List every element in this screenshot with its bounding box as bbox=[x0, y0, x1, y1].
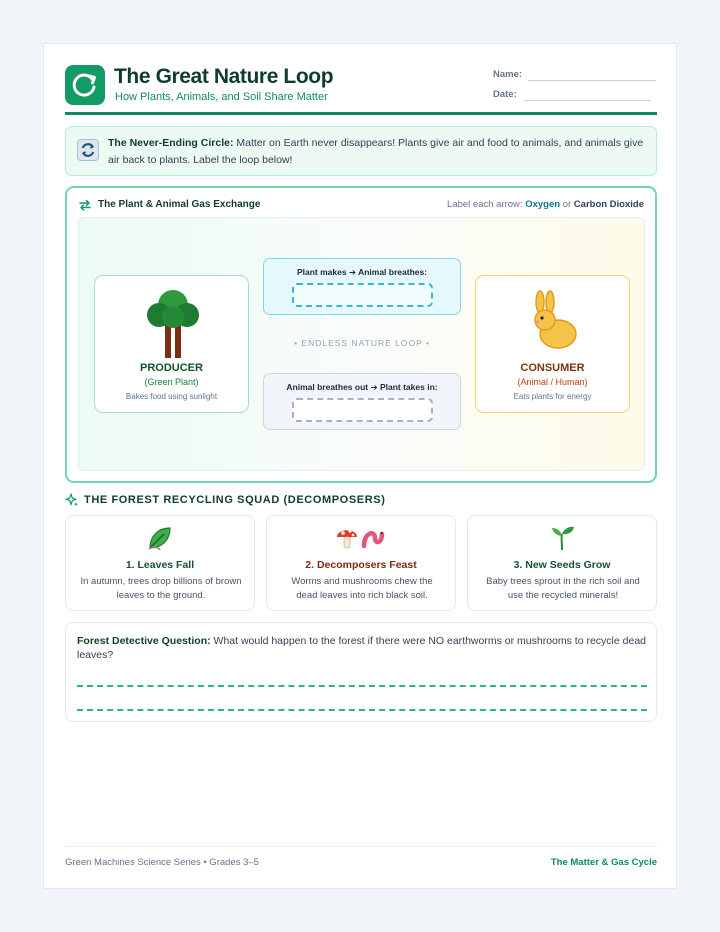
animal-to-plant-answer[interactable] bbox=[292, 398, 433, 422]
label-hint bbox=[447, 199, 644, 210]
gas-exchange-panel bbox=[65, 186, 657, 483]
squad-title: THE FOREST RECYCLING SQUAD (DECOMPOSERS) bbox=[84, 494, 386, 506]
producer-role: (Green Plant) bbox=[144, 377, 199, 387]
swap-arrows-icon bbox=[78, 198, 92, 217]
producer-name: PRODUCER bbox=[140, 362, 203, 374]
step3-text: Baby trees sprout in the rich soil and use the recycled minerals! bbox=[486, 576, 640, 601]
hint-carbon-dioxide: Carbon Dioxide bbox=[573, 199, 644, 210]
question-lead: Forest Detective Question: bbox=[77, 635, 211, 647]
header bbox=[65, 65, 657, 115]
consumer-card bbox=[475, 275, 630, 413]
step-card-leaves-fall bbox=[65, 515, 255, 611]
intro-body: Matter on Earth never disappears! Plants give air and food to animals, and animals give air back to plants. Label the loop below! bbox=[108, 137, 644, 166]
carbon-dioxide-arrow-box bbox=[263, 373, 461, 430]
mushroom-worm-icon bbox=[267, 524, 455, 557]
hint-prefix: Label each arrow: bbox=[447, 199, 523, 210]
recycle-loop-icon bbox=[65, 65, 105, 105]
page-subtitle: How Plants, Animals, and Soil Share Matter bbox=[115, 91, 328, 103]
loop-diagram bbox=[78, 217, 645, 471]
hint-or: or bbox=[562, 199, 572, 210]
producer-card bbox=[94, 275, 249, 413]
step2-title: 2. Decomposers Feast bbox=[305, 559, 417, 571]
leaf-icon bbox=[66, 524, 254, 557]
consumer-role: (Animal / Human) bbox=[517, 377, 588, 387]
rabbit-icon bbox=[528, 290, 580, 355]
tree-icon bbox=[145, 289, 201, 364]
plant-to-animal-label: Plant makes ➔ Animal breathes: bbox=[296, 267, 428, 277]
endless-loop-label: • ENDLESS NATURE LOOP • bbox=[294, 338, 430, 348]
question-text bbox=[77, 634, 647, 662]
footer-series: Green Machines Science Series • Grades 3–5 bbox=[65, 857, 259, 868]
cycle-icon bbox=[77, 139, 99, 161]
page-title: The Great Nature Loop bbox=[114, 65, 334, 88]
consumer-desc: Eats plants for energy bbox=[513, 392, 592, 401]
step1-title: 1. Leaves Fall bbox=[125, 559, 195, 571]
question-body: What would happen to the forest if there were NO earthworms or mushrooms to recycle dead leaves? bbox=[77, 635, 646, 661]
detective-question bbox=[65, 622, 657, 722]
name-label: Name: bbox=[493, 69, 523, 80]
sprout-icon bbox=[468, 524, 656, 557]
date-label: Date: bbox=[493, 89, 517, 100]
step-card-decomposers-feast bbox=[266, 515, 456, 611]
step-card-new-seeds-grow bbox=[467, 515, 657, 611]
oxygen-arrow-box bbox=[263, 258, 461, 315]
animal-to-plant-label: Animal breathes out ➔ Plant takes in: bbox=[286, 382, 438, 392]
footer-topic: The Matter & Gas Cycle bbox=[550, 857, 657, 868]
answer-line-1[interactable] bbox=[77, 685, 647, 687]
date-field[interactable] bbox=[524, 100, 651, 101]
consumer-name: CONSUMER bbox=[520, 362, 585, 374]
step1-text: In autumn, trees drop billions of brown leaves to the ground. bbox=[80, 576, 242, 601]
producer-desc: Bakes food using sunlight bbox=[125, 392, 218, 401]
name-field[interactable] bbox=[528, 80, 656, 81]
gas-exchange-title: The Plant & Animal Gas Exchange bbox=[98, 199, 261, 210]
sparkle-icon bbox=[65, 493, 79, 512]
worksheet-page bbox=[43, 43, 677, 889]
step3-title: 3. New Seeds Grow bbox=[513, 559, 611, 571]
hint-oxygen: Oxygen bbox=[525, 199, 561, 210]
step2-text: Worms and mushrooms chew the dead leaves into rich black soil. bbox=[291, 576, 433, 601]
intro-callout bbox=[65, 126, 657, 176]
intro-lead: The Never-Ending Circle: bbox=[108, 137, 234, 149]
intro-text bbox=[108, 135, 648, 169]
footer bbox=[65, 846, 657, 876]
plant-to-animal-answer[interactable] bbox=[292, 283, 433, 307]
answer-line-2[interactable] bbox=[77, 709, 647, 711]
